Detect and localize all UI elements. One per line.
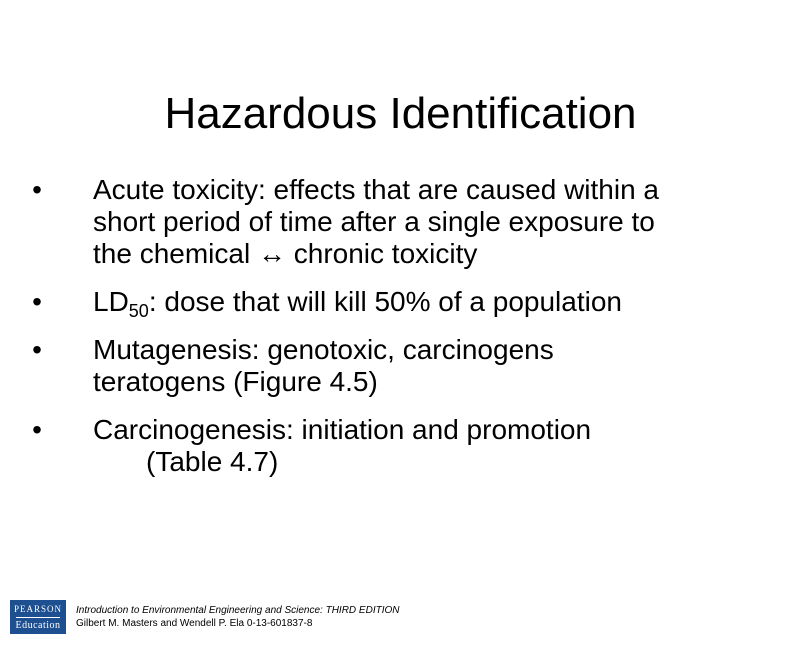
bullet-line: [93, 286, 770, 321]
logo-top-text: PEARSON: [13, 603, 62, 614]
bullet-ld50: [30, 286, 770, 321]
bullet-mutagenesis: [30, 334, 770, 398]
footer-citation: [76, 604, 400, 630]
bullet-list: [30, 174, 770, 478]
bullet-line: Carcinogenesis: initiation and promotion: [93, 414, 592, 445]
bullet-dot-icon: •: [32, 174, 42, 205]
logo-bottom-text: Education: [15, 619, 61, 631]
bullet-line: short period of time after a single exposure to: [93, 206, 655, 237]
bullet-acute-toxicity: [30, 174, 770, 270]
pearson-education-logo: [10, 600, 66, 634]
bullet-line: the chemical ↔ chronic toxicity: [93, 238, 478, 269]
logo-divider: [16, 617, 60, 618]
footer-book-title: Introduction to Environmental Engineering and Science: THIRD EDITION: [76, 605, 400, 616]
ld-suffix: : dose that will kill 50% of a population: [148, 286, 622, 317]
bullet-carcinogenesis: [30, 414, 770, 478]
bullet-line: Mutagenesis: genotoxic, carcinogens: [93, 334, 554, 365]
bullet-dot-icon: •: [32, 334, 42, 365]
bullet-line: Acute toxicity: effects that are caused within a: [93, 174, 660, 205]
bullet-dot-icon: •: [32, 286, 42, 317]
ld-subscript: 50: [128, 301, 149, 321]
bullet-dot-icon: •: [32, 414, 42, 445]
slide-title: Hazardous Identification: [164, 89, 637, 138]
bullet-line: (Table 4.7): [146, 446, 279, 477]
ld-prefix: LD: [93, 286, 129, 317]
footer-authors: Gilbert M. Masters and Wendell P. Ela 0-13-601837-8: [76, 618, 313, 629]
bullet-line: teratogens (Figure 4.5): [93, 366, 378, 397]
